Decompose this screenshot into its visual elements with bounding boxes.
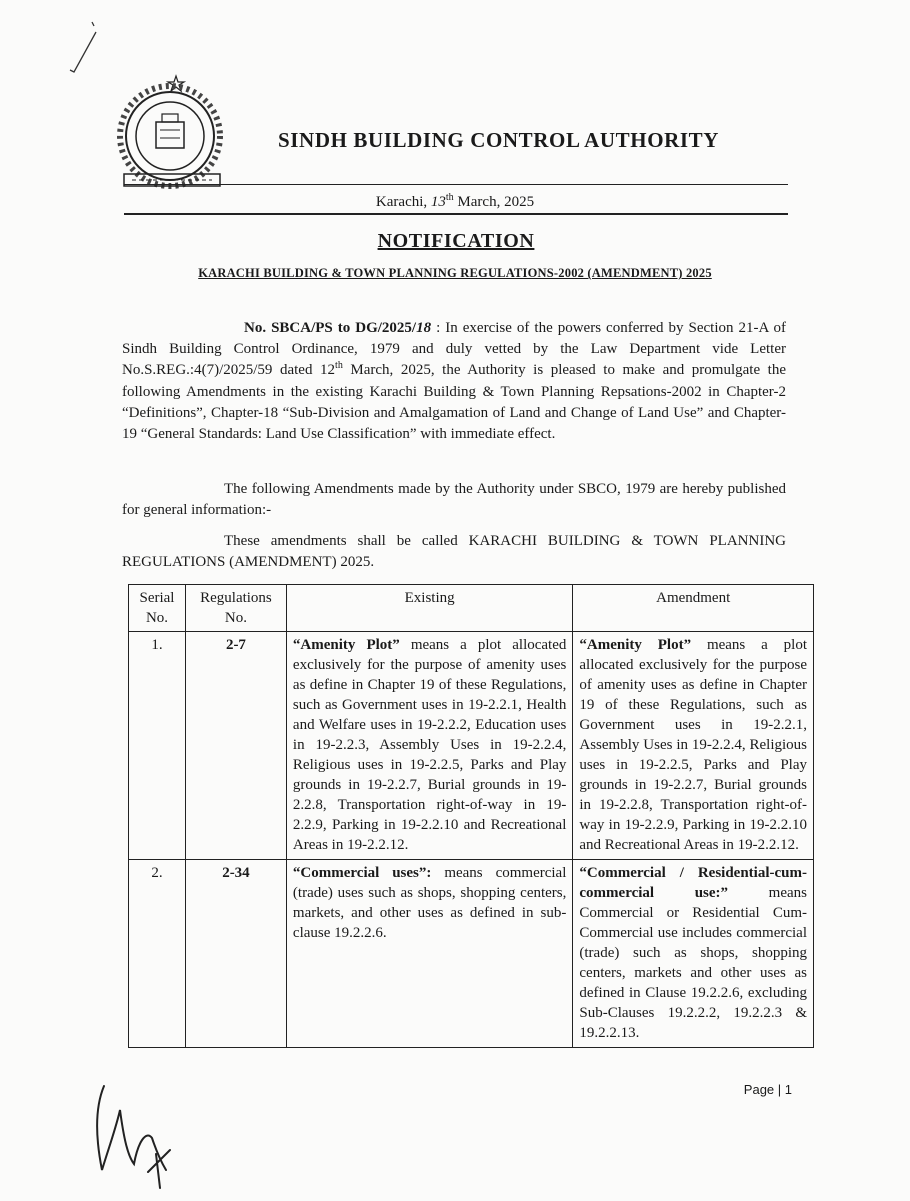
cell-amendment — [573, 632, 814, 860]
header-rule-bottom — [124, 213, 788, 215]
sbca-logo — [104, 74, 234, 192]
reference-suffix: 18 — [416, 320, 432, 336]
cell-existing — [286, 632, 572, 860]
organization-name: SINDH BUILDING CONTROL AUTHORITY — [278, 128, 720, 152]
cell-amendment — [573, 860, 814, 1048]
cell-regulation: 2-34 — [185, 860, 286, 1048]
paragraph-preamble — [122, 318, 786, 445]
amendment-text: means Commercial or Residential Cum-Commercial use includes commercial (trade) such as shops, shopping centers, markets and other uses as defined in Clause 19.2.2.6, excluding Sub-Clauses 19.2.2.2, 19.2.2.3 & 19.2.2.13. — [579, 885, 807, 1041]
table-row — [129, 860, 814, 1048]
amendment-term: “Amenity Plot” — [579, 637, 692, 653]
page-number: Page | 1 — [743, 1082, 792, 1097]
cell-serial: 2. — [129, 860, 186, 1048]
notification-title: NOTIFICATION — [377, 230, 535, 252]
amendment-text: means a plot allocated exclusively for the purpose of amenity uses as define in Chapter 19 of these Regulations, such as Government uses in 19-2.2.1, Assembly Uses in 19-2.2.4, Religious uses in 19-2.2.5, Parks and Play grounds in 19-2.2.7, Burial grounds in 19-2.2.8, Transportation right-of-way in 19-2.2.9, Parking in 19-2.2.10 and Recreational Areas in 19-2.2.12. — [579, 637, 807, 853]
date-day-suffix: th — [445, 192, 454, 203]
existing-term: “Amenity Plot” — [292, 637, 400, 653]
header-serial: Serial No. — [129, 585, 186, 632]
date-day: 13 — [430, 194, 446, 210]
table-row — [129, 632, 814, 860]
paragraph-title-clause — [122, 531, 786, 573]
preamble-sup: th — [335, 360, 343, 372]
header-amendment: Amendment — [573, 585, 814, 632]
notification-subject: KARACHI BUILDING & TOWN PLANNING REGULATIONS-2002 (AMENDMENT) 2025 — [198, 266, 712, 280]
existing-term: “Commercial uses”: — [292, 865, 432, 881]
existing-text: means commercial (trade) uses such as shops, shopping centers, markets, and other uses as defined in sub-clause 19.2.2.6. — [292, 865, 567, 941]
preamble-text-b: March, 2025, the Authority is pleased to make and promulgate the following Amendments in the existing Karachi Building & Town Planning Repsations-2002 in Chapter-2 “Definitions”, Chapter-18 “Sub-Division and Amalgamation of Land and Change of Land Use” and Chapter-19 “General Standards: Land Use Classification” with immediate effect. — [122, 362, 786, 443]
header-regulation: Regulations No. — [185, 585, 286, 632]
place-date — [0, 192, 910, 211]
place: Karachi, — [375, 194, 428, 210]
existing-text: means a plot allocated exclusively for the purpose of amenity uses as define in Chapter 19 of these Regulations, such as Government uses in 19-2.2.1, Health and Welfare uses in 19-2.2.2, Education uses in 19-2.2.3, Assembly Uses in 19-2.2.4, Religious uses in 19-2.2.5, Parks and Play grounds in 19-2.2.7, Burial grounds in 19-2.2.8, Transportation right-of-way in 19-2.2.9, Parking in 19-2.2.10 and Recreational Areas in 19-2.2.12. — [292, 637, 567, 853]
preamble-text-a: : In exercise of the powers conferred by Section 21-A of Sindh Building Control Ordinance, 1979 and duly vetted by the Law Department vide Letter No.S.REG.:4(7)/2025/59 dated 12 — [122, 320, 786, 379]
pen-tick-mark — [62, 18, 102, 78]
header-rule-top — [124, 184, 788, 185]
table-header-row — [129, 585, 814, 632]
header-existing: Existing — [286, 585, 572, 632]
date-month-year: March, 2025 — [457, 194, 535, 210]
signature — [90, 1080, 200, 1190]
cell-existing — [286, 860, 572, 1048]
publication-text: The following Amendments made by the Authority under SBCO, 1979 are hereby published for general information:- — [122, 481, 786, 519]
amendment-term: “Commercial / Residential-cum-commercial use:” — [579, 865, 807, 901]
paragraph-publication — [122, 479, 786, 521]
reference-number: No. SBCA/PS to DG/2025/ — [244, 320, 417, 336]
title-clause-text: These amendments shall be called KARACHI BUILDING & TOWN PLANNING REGULATIONS (AMENDMENT) 2025. — [122, 533, 786, 571]
amendments-table — [128, 584, 814, 1048]
cell-serial: 1. — [129, 632, 186, 860]
cell-regulation: 2-7 — [185, 632, 286, 860]
